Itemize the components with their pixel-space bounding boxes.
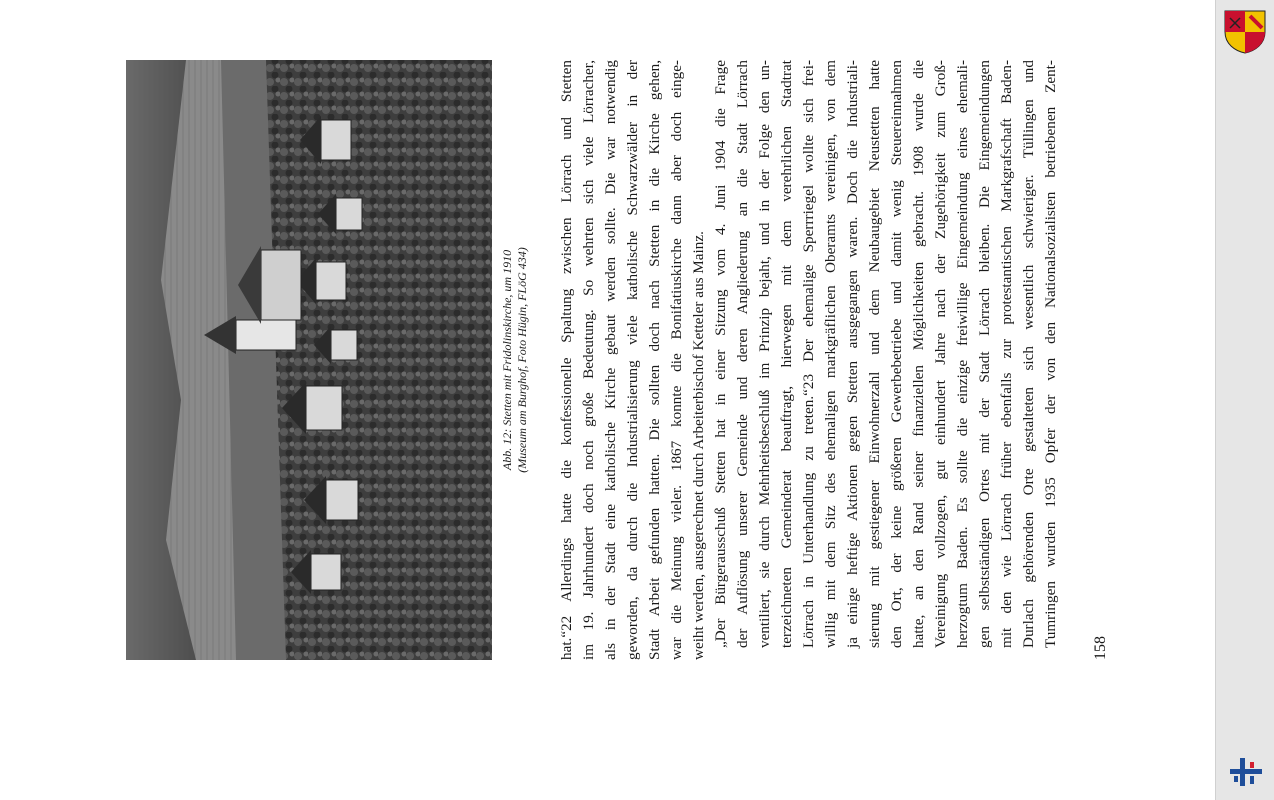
text-line: ventiliert, sie durch Mehrheitsbeschluß im Prinzip bejaht, und in der Folge den un- xyxy=(756,60,773,648)
viewer-sidebar xyxy=(1215,0,1274,800)
text-line: Vereinigung vollzogen, gut einhundert Jahre nach der Zugehörigkeit zum Groß- xyxy=(932,60,949,648)
text-line: Stadt Arbeit gefunden hatten. Die sollten doch nach Stetten in die Kirche gehen, xyxy=(646,60,663,660)
text-line: „Der Bürgerausschuß Stetten hat in einer Sitzung vom 4. Juni 1904 die Frage xyxy=(712,60,729,648)
text-line: hatte, an den Rand seiner finanziellen Möglichkeiten gebracht. 1908 wurde die xyxy=(910,60,927,648)
stetten-village-photo-image xyxy=(126,60,492,660)
text-line: ja einige heftige Aktionen gegen Stetten ausgegangen waren. Doch die Industriali- xyxy=(844,60,861,648)
text-line: sierung mit gestiegener Einwohnerzahl und dem Neubaugebiet Neustetten hatte xyxy=(866,60,883,648)
caption-line-2: (Museum am Burghof, Foto Hügin, FLöG 434) xyxy=(515,247,529,473)
text-line: der Auflösung unserer Gemeinde und deren Angliederung an die Stadt Lörrach xyxy=(734,60,751,648)
figure-caption xyxy=(500,60,530,660)
text-line: Tumringen wurden 1935 Opfer der von den Nationalsozialisten betriebenen Zent- xyxy=(1042,60,1059,648)
text-line: willig mit dem Sitz des ehemaligen markgräflichen Oberamts vereinigen, von dem xyxy=(822,60,839,648)
page-number: 158 xyxy=(1092,636,1109,660)
text-line: weiht werden, ausgerechnet durch Arbeiterbischof Ketteler aus Mainz. xyxy=(690,231,707,660)
paragraph-2 xyxy=(710,60,1062,660)
text-line: herzogtum Baden. Es sollte die einzige freiwillige Eingemeindung eines ehemali- xyxy=(954,60,971,648)
caption-line-1: Abb. 12: Stetten mit Fridolinskirche, um 1910 xyxy=(500,249,514,471)
text-line: im 19. Jahrhundert doch noch große Bedeutung. So wehrten sich viele Lörracher, xyxy=(580,60,597,660)
text-line: Lörrach in Unterhandlung zu treten.“23 Der ehemalige Sperrriegel wollte sich frei- xyxy=(800,60,817,648)
coat-of-arms-icon xyxy=(1222,8,1268,54)
text-line: war die Meinung vieler. 1867 konnte die Bonifatiuskirche dann aber doch einge- xyxy=(668,60,685,660)
text-line: hat.“22 Allerdings hatte die konfessionelle Spaltung zwischen Lörrach und Stetten xyxy=(558,60,575,660)
text-line: als in der Stadt eine katholische Kirche gebaut werden sollte. Die war notwendig xyxy=(602,60,619,660)
text-line: terzeichneten Gemeinderat beauftragt, hierwegen mit dem verehrlichen Stadtrat xyxy=(778,60,795,648)
text-line: gen selbstständigen Ortes mit der Stadt Lörrach bleiben. Die Eingemeindungen xyxy=(976,60,993,648)
text-line: geworden, da durch die Industrialisierung viele katholische Schwarzwälder in der xyxy=(624,60,641,660)
text-line: Durlach gehörenden Orte gestalteten sich wesentlich schwieriger. Tüllingen und xyxy=(1020,60,1037,648)
text-line: den Ort, der keine größeren Gewerbebetriebe und damit wenig Steuereinnahmen xyxy=(888,60,905,648)
ub-freiburg-logo-icon xyxy=(1226,752,1266,792)
paragraph-1 xyxy=(556,60,710,660)
historic-photo xyxy=(126,60,492,660)
body-text xyxy=(556,60,1062,660)
text-line: mit den wie Lörrach früher ebenfalls zur protestantischen Markgrafschaft Baden- xyxy=(998,60,1015,648)
